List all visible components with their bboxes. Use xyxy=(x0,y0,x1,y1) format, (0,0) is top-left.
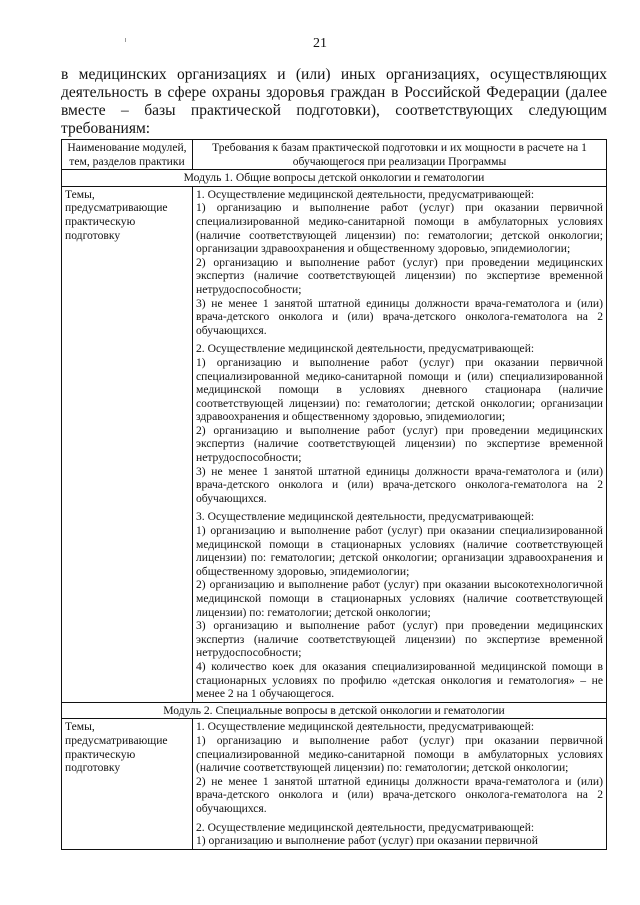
module-title: Модуль 2. Специальные вопросы в детской онкологии и гематологии xyxy=(62,702,607,719)
header-modules: Наименование модулей, тем, разделов практики xyxy=(62,140,193,170)
requirement-item: 1) организацию и выполнение работ (услуг) при оказании первичной xyxy=(196,834,538,848)
table-header-row xyxy=(62,140,607,170)
requirement-heading: 1. Осуществление медицинской деятельности, предусматривающей: xyxy=(196,720,535,734)
requirement-block xyxy=(196,188,603,338)
header-requirements: Требования к базам практической подготовки и их мощности в расчете на 1 обучающегося при реализации Программы xyxy=(193,140,607,170)
requirement-item: 2) организацию и выполнение работ (услуг) при проведении медицинских экспертиз (наличие соответствующей лицензии) по экспертизе временной нетрудоспособности; xyxy=(196,423,603,465)
module-title-row xyxy=(62,702,607,719)
requirements-cell xyxy=(193,719,607,849)
requirement-heading: 2. Осуществление медицинской деятельности, предусматривающей: xyxy=(196,342,535,356)
requirement-heading: 3. Осуществление медицинской деятельности, предусматривающей: xyxy=(196,510,535,524)
requirement-block xyxy=(196,821,603,848)
requirement-item: 1) организацию и выполнение работ (услуг) при оказании первичной специализированной медико-санитарной помощи в амбулаторных условиях (наличие соответствующей лицензии) по: гематологии; детской онкологии; xyxy=(196,733,603,775)
requirement-item: 2) организацию и выполнение работ (услуг) при проведении медицинских экспертиз (наличие соответствующей лицензии) по экспертизе временной нетрудоспособности; xyxy=(196,255,603,296)
module-content-row xyxy=(62,719,607,849)
requirement-item: 4) количество коек для оказания специализированной медицинской помощи в стационарных условиях по профилю «детская онкология и гематология» – не менее 2 на 1 обучающегося. xyxy=(196,659,603,701)
module-content-row xyxy=(62,186,607,702)
module-title: Модуль 1. Общие вопросы детской онкологии и гематологии xyxy=(62,170,607,187)
requirement-heading: 2. Осуществление медицинской деятельности, предусматривающей: xyxy=(196,820,535,834)
requirement-item: 1) организацию и выполнение работ (услуг) при оказании специализированной медицинской помощи в стационарных условиях (наличие соответствующей лицензии) по: гематологии; детской онкологии; организации здравоохранения и общественному здоровью, эпидемиологии; xyxy=(196,524,603,578)
requirement-item: 2) не менее 1 занятой штатной единицы должности врача-гематолога и (или) врача-детского онколога и (или) врача-детского онколога-гематолога на 2 обучающихся. xyxy=(196,774,603,815)
requirement-item: 1) организацию и выполнение работ (услуг) при оказании первичной специализированной медико-санитарной помощи в амбулаторных условиях (наличие соответствующей лицензии) по: гематологии; детской онкологии; организации здравоохранения и общественному здоровью, эпидемиологии; xyxy=(196,201,603,256)
requirement-item: 3) организацию и выполнение работ (услуг) при проведении медицинских экспертиз (наличие соответствующей лицензии) по экспертизе временной нетрудоспособности; xyxy=(196,619,603,660)
requirement-item: 1) организацию и выполнение работ (услуг) при оказании первичной специализированной медико-санитарной помощи и (или) специализированной медицинской помощи в условиях дневного стационара (наличие соответствующей лицензии) по: гематологии; детской онкологии; организации здравоохранения и общественному здоровью, эпидемиологии; xyxy=(196,355,603,424)
requirements-table xyxy=(61,139,607,850)
requirement-item: 2) организацию и выполнение работ (услуг) при оказании высокотехнологичной медицинской помощи в стационарных условиях (наличие соответствующей лицензии) по: гематологии; детской онкологии; xyxy=(196,578,603,619)
topic-cell: Темы, предусматривающие практическую подготовку xyxy=(62,719,193,849)
requirement-item: 3) не менее 1 занятой штатной единицы должности врача-гематолога и (или) врача-детского онколога и (или) врача-детского онколога-гематолога на 2 обучающихся. xyxy=(196,296,603,337)
requirement-block xyxy=(196,342,603,505)
requirement-block xyxy=(196,720,603,815)
intro-paragraph: в медицинских организациях и (или) иных организациях, осуществляющих деятельность в сфере охраны здоровья граждан в Российской Федерации (далее вместе – базы практической подготовки), соответствующих следующим требованиям: xyxy=(61,66,607,137)
table-body xyxy=(62,170,607,850)
requirements-cell xyxy=(193,186,607,702)
topic-cell: Темы, предусматривающие практическую подготовку xyxy=(62,186,193,702)
requirement-block xyxy=(196,510,603,700)
requirement-heading: 1. Осуществление медицинской деятельности, предусматривающей: xyxy=(196,187,535,201)
requirement-item: 3) не менее 1 занятой штатной единицы должности врача-гематолога и (или) врача-детского онколога и (или) врача-детского онколога-гематолога на 2 обучающихся. xyxy=(196,464,603,505)
page-number: 21 xyxy=(313,36,327,51)
module-title-row xyxy=(62,170,607,187)
